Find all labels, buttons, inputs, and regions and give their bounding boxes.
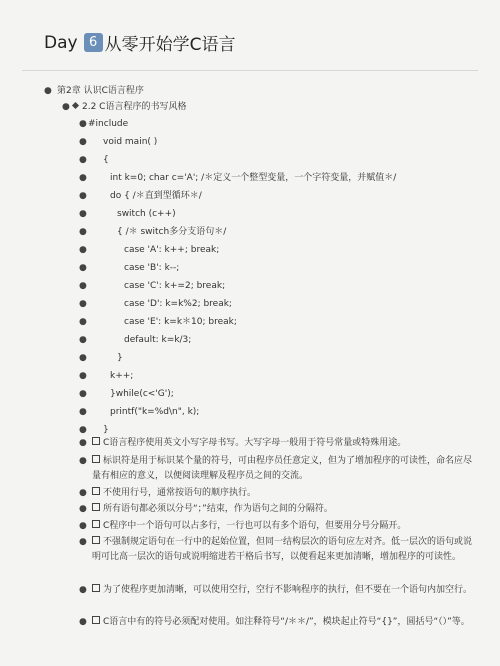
chapter-heading: 第2章 认识C语言程序	[57, 86, 144, 96]
note-item	[92, 535, 472, 565]
note-item	[92, 486, 472, 501]
code-line: }	[117, 353, 123, 363]
code-bullet: ●	[79, 263, 87, 273]
diamond-icon	[72, 102, 79, 109]
code-bullet: ●	[79, 407, 87, 417]
title-divider	[22, 70, 478, 71]
code-bullet: ●	[79, 281, 87, 291]
note-bullet: ●	[79, 585, 87, 595]
note-item	[92, 519, 472, 534]
code-line: }	[103, 425, 109, 435]
code-bullet: ●	[79, 425, 87, 435]
title-prefix: Day	[44, 32, 78, 53]
code-line: case 'A': k++; break;	[124, 245, 220, 255]
code-line: case 'C': k+=2; break;	[124, 281, 226, 291]
note-text: 所有语句都必须以分号“；”结束，作为语句之间的分隔符。	[103, 504, 333, 514]
note-text: 为了使程序更加清晰，可以使用空行，空行不影响程序的执行，但不要在一个语句内加空行。	[103, 585, 473, 595]
checkbox-square-icon	[92, 520, 100, 528]
note-text: 不使用行号，通常按语句的顺序执行。	[103, 488, 257, 498]
note-bullet: ●	[79, 438, 87, 448]
note-bullet: ●	[79, 488, 87, 498]
checkbox-square-icon	[92, 616, 100, 624]
note-text: C语言中有的符号必须配对使用。如注释符号“/＊＊/”，模块起止符号“{}”，圆括号“（）”等。	[103, 617, 470, 627]
section-bullet: ●	[62, 102, 70, 112]
note-bullet: ●	[79, 521, 87, 531]
code-bullet: ●	[79, 191, 87, 201]
code-line: }while(c<'G');	[110, 389, 174, 399]
code-bullet: ●	[79, 335, 87, 345]
chapter-bullet: ●	[44, 86, 52, 96]
code-bullet: ●	[79, 353, 87, 363]
code-bullet: ●	[79, 371, 87, 381]
code-line: void main( )	[103, 137, 158, 147]
note-bullet: ●	[79, 617, 87, 627]
code-line: { /＊ switch多分支语句＊/	[117, 227, 227, 237]
code-bullet: ●	[79, 245, 87, 255]
note-item	[92, 583, 472, 598]
code-bullet: ●	[79, 209, 87, 219]
code-bullet: ●	[79, 299, 87, 309]
code-line: printf("k=%d\n", k);	[110, 407, 200, 417]
code-bullet: ●	[79, 137, 87, 147]
code-line: case 'B': k--;	[124, 263, 180, 273]
checkbox-square-icon	[92, 455, 100, 463]
checkbox-square-icon	[92, 536, 100, 544]
note-text: 不强制规定语句在一行中的起始位置，但同一结构层次的语句应左对齐。低一层次的语句或说明可比高一层次的语句或说明缩进若干格后书写，以便看起来更加清晰，增加程序的可读性。	[92, 537, 473, 562]
code-line: do { /＊直到型循环＊/	[110, 191, 202, 201]
code-line: {	[103, 155, 109, 165]
code-line: case 'D': k=k%2; break;	[124, 299, 232, 309]
note-bullet: ●	[79, 456, 87, 466]
note-text: 标识符是用于标识某个量的符号，可由程序员任意定义，但为了增加程序的可读性，命名应尽量有相应的意义，以便阅读理解及程序员之间的交流。	[92, 456, 473, 481]
code-line: switch (c++)	[117, 209, 176, 219]
note-bullet: ●	[79, 537, 87, 547]
note-bullet: ●	[79, 504, 87, 514]
note-item	[92, 454, 472, 484]
note-text: C语言程序使用英文小写字母书写。大写字母一般用于符号常量或特殊用途。	[103, 438, 407, 448]
day-number-badge: 6	[84, 33, 103, 52]
page-title	[44, 30, 235, 55]
checkbox-square-icon	[92, 487, 100, 495]
code-bullet: ●	[79, 119, 87, 129]
code-bullet: ●	[79, 227, 87, 237]
code-bullet: ●	[79, 155, 87, 165]
title-text: 从零开始学C语言	[104, 35, 236, 55]
checkbox-square-icon	[92, 503, 100, 511]
section-heading	[73, 101, 186, 113]
note-text: C程序中一个语句可以占多行，一行也可以有多个语句，但要用分号分隔开。	[103, 521, 407, 531]
checkbox-square-icon	[92, 584, 100, 592]
code-line: #include	[88, 119, 129, 129]
code-line: int k=0; char c='A'; /＊定义一个整型变量，一个字符变量，并赋值＊/	[110, 173, 397, 183]
note-item	[92, 436, 472, 451]
code-line: case 'E': k=k＊10; break;	[124, 317, 237, 327]
code-line: default: k=k/3;	[124, 335, 192, 345]
code-bullet: ●	[79, 173, 87, 183]
section-heading-text: 2.2 C语言程序的书写风格	[82, 102, 187, 112]
code-bullet: ●	[79, 389, 87, 399]
code-bullet: ●	[79, 317, 87, 327]
note-item	[92, 502, 472, 517]
code-line: k++;	[110, 371, 134, 381]
checkbox-square-icon	[92, 437, 100, 445]
note-item	[92, 615, 472, 630]
